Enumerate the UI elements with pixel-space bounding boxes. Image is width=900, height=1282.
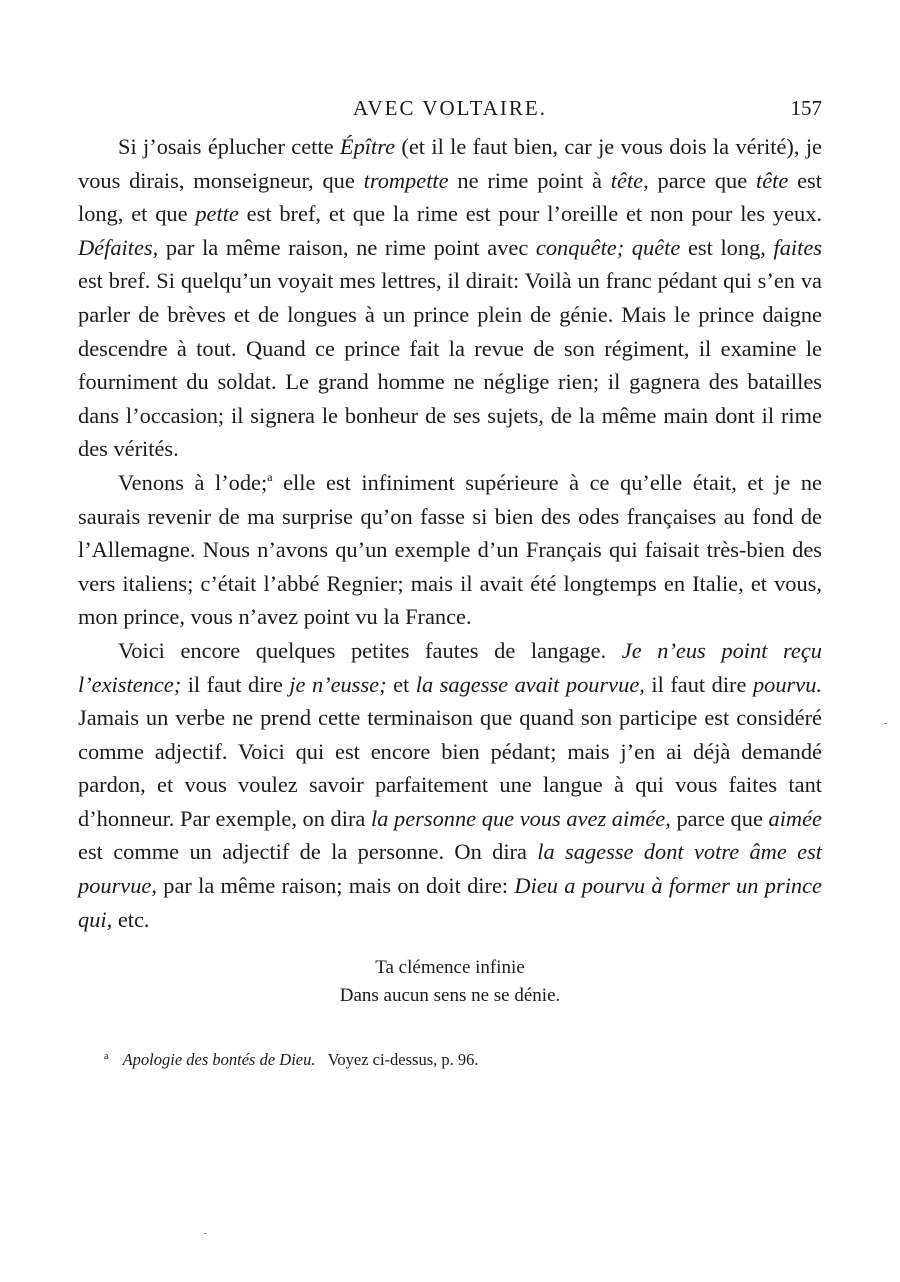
text-run: est long,: [680, 234, 774, 260]
book-page: [78, 96, 822, 1072]
footnote-marker: a: [104, 1051, 109, 1063]
footnote-reference: a: [267, 469, 273, 484]
verse-line-2: Dans aucun sens ne se dénie.: [339, 985, 561, 1007]
text-run: il faut dire: [181, 671, 290, 697]
text-run: est bref, et que la rime est pour l’oreille et non pour les yeux.: [238, 201, 823, 227]
text-run: ne rime point à: [448, 167, 611, 193]
italic-text: Épître: [339, 134, 396, 159]
italic-text: pette: [195, 201, 239, 227]
text-run: (et il le faut bien, car je vous dois la vérité), je vous dirais, monseigneur, que: [78, 134, 822, 193]
footnote-work-title: Apologie des bontés de Dieu.: [122, 1050, 316, 1070]
footnote-text: Voyez ci-dessus, p. 96.: [327, 1050, 479, 1070]
italic-text: la sagesse dont votre âme est pourvue,: [78, 839, 822, 899]
italic-text: faites: [773, 234, 823, 260]
running-title: AVEC VOLTAIRE.: [353, 96, 547, 120]
italic-text: la sagesse avait pourvue,: [415, 671, 645, 697]
paragraph-3: [78, 634, 822, 936]
text-run: parce que: [648, 167, 756, 193]
paper-speck: [204, 1233, 207, 1234]
verse-line-1: Ta clémence infinie: [375, 957, 525, 979]
text-run: Venons à l’ode;: [118, 469, 268, 495]
italic-text: tête,: [610, 167, 649, 193]
paragraph-2: [78, 466, 822, 634]
paper-speck: [884, 723, 887, 724]
italic-text: conquête; quête: [535, 234, 681, 260]
italic-text: aimée: [768, 805, 822, 831]
italic-text: tête: [755, 167, 789, 193]
text-run: par la même raison; mais on doit dire:: [156, 873, 515, 899]
italic-text: Je n’eus point reçu l’existence;: [78, 637, 822, 697]
italic-text: la personne que vous avez aimée,: [371, 805, 671, 831]
text-run: parce que: [670, 805, 769, 831]
text-run: elle est infiniment supérieure à ce qu’elle était, et je ne saurais revenir de ma surprise qu’on fasse si bien des odes françaises au fond de l’Allemagne. Nous n’avons qu’un exemple d’un Français qui faisait très-bien des vers italiens; c’était l’abbé Regnier; mais il avait été longtemps en Italie, et vous, mon prince, vous n’avez point vu la France.: [78, 469, 822, 630]
italic-text: trompette: [363, 167, 449, 193]
text-run: il faut dire: [644, 671, 753, 697]
text-run: est comme un adjectif de la personne. On dira: [78, 839, 538, 865]
paragraph-1: [78, 130, 822, 466]
italic-text: Défaites,: [78, 234, 159, 260]
text-run: Si j’osais éplucher cette: [118, 134, 340, 159]
text-run: etc.: [112, 906, 150, 932]
body-text: [78, 130, 822, 936]
text-run: est long, et que: [78, 167, 822, 227]
footnote: [78, 1048, 822, 1072]
italic-text: Dieu a pourvu à former un prince qui,: [78, 873, 822, 932]
text-run: Jamais un verbe ne prend cette terminaison que quand son participe est considéré comme adjectif. Voici qui est encore bien pédant; mais j’en ai déjà demandé pardon, et vous voulez savoir parfaitement une langue à qui vous faites tant d’honneur. Par exemple, on dira: [78, 705, 822, 831]
italic-text: je n’eusse;: [289, 671, 387, 697]
italic-text: pourvu.: [752, 671, 822, 697]
text-run: Voici encore quelques petites fautes de langage.: [118, 637, 622, 663]
text-run: par la même raison, ne rime point avec: [158, 234, 536, 260]
page-number: 157: [790, 96, 822, 120]
text-run: et: [386, 671, 416, 697]
running-header: [78, 96, 822, 130]
text-run: est bref. Si quelqu’un voyait mes lettres, il dirait: Voilà un franc pédant qui s’en va parler de brèves et de longues à un prince plein de génie. Mais le prince daigne descendre à tout. Quand ce prince fait la revue de son régiment, il examine le fourniment du soldat. Le grand homme ne néglige rien; il gagnera des batailles dans l’occasion; il signera le bonheur de ses sujets, de la même main dont il rime des vérités.: [78, 268, 822, 462]
footnote-text-spacer: [320, 1050, 324, 1069]
verse-quote: [78, 954, 822, 1010]
